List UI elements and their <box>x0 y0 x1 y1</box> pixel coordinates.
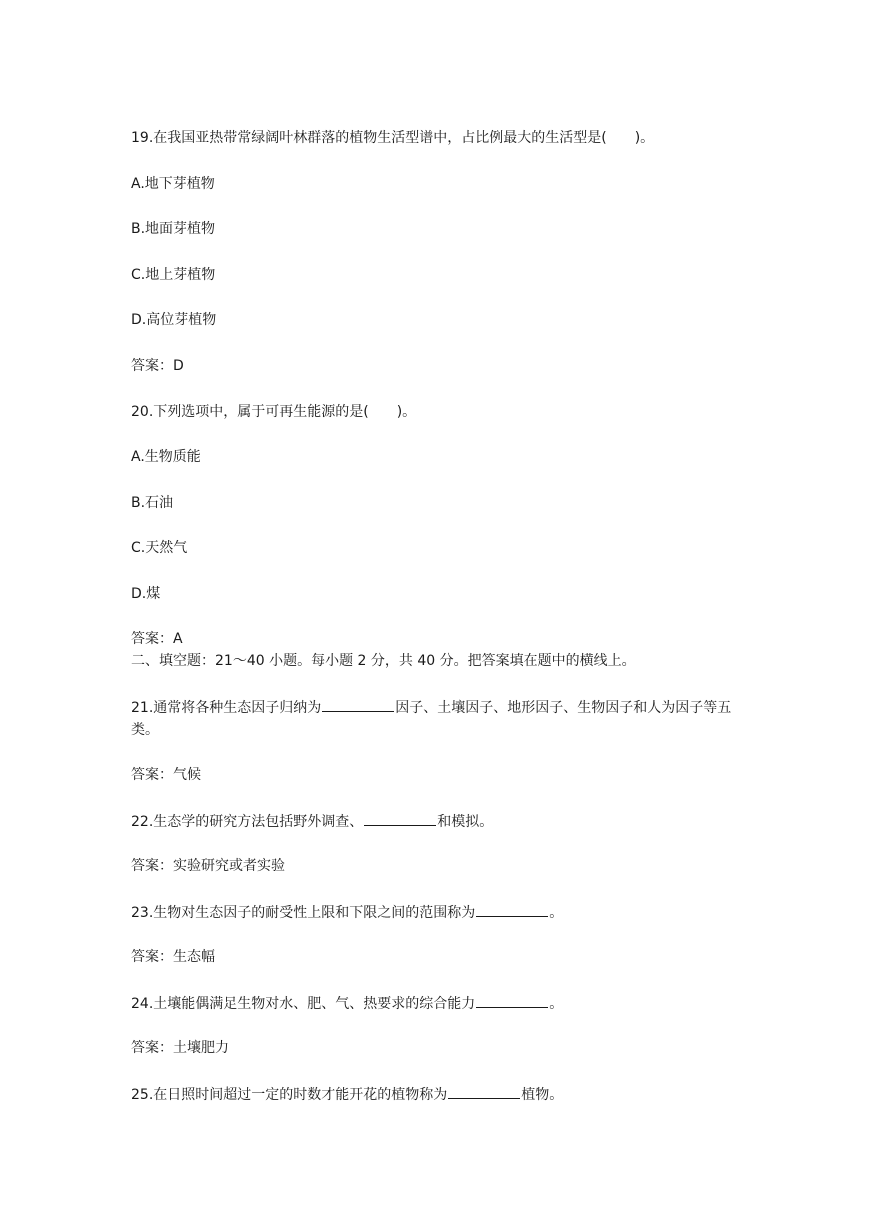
question-24-text-after: 。 <box>549 996 564 1012</box>
question-20-option-a: A.生物质能 <box>131 449 201 465</box>
question-19-answer: 答案：D <box>131 358 184 374</box>
question-25-blank <box>448 1084 520 1099</box>
question-23-text-after: 。 <box>549 905 564 921</box>
question-24-answer: 答案：土壤肥力 <box>131 1040 229 1056</box>
question-21-answer: 答案：气候 <box>131 767 201 783</box>
question-19-stem: 19.在我国亚热带常绿阔叶林群落的植物生活型谱中，占比例最大的生活型是( )。 <box>131 130 655 146</box>
question-22-answer: 答案：实验研究或者实验 <box>131 858 285 874</box>
question-20-option-d: D.煤 <box>131 586 161 602</box>
question-23-answer: 答案：生态幅 <box>131 949 215 965</box>
question-22-text-after: 和模拟。 <box>437 814 494 830</box>
question-25-text-after: 植物。 <box>521 1087 564 1103</box>
question-19-option-c: C.地上芽植物 <box>131 267 216 283</box>
question-21-stem <box>131 697 751 741</box>
question-23-text-before: 23.生物对生态因子的耐受性上限和下限之间的范围称为 <box>131 905 476 921</box>
question-20-option-c: C.天然气 <box>131 540 188 556</box>
question-25-stem <box>131 1084 563 1105</box>
question-21-text-after: 因子、土壤因子、地形因子、生物因子和人为因子等五类。 <box>131 700 732 738</box>
question-24-stem <box>131 993 563 1014</box>
question-22-text-before: 22.生态学的研究方法包括野外调查、 <box>131 814 364 830</box>
question-19-option-b: B.地面芽植物 <box>131 221 216 237</box>
question-21-blank <box>322 697 394 712</box>
question-22-stem <box>131 811 493 832</box>
question-19-option-d: D.高位芽植物 <box>131 312 217 328</box>
question-21-text-before: 21.通常将各种生态因子归纳为 <box>131 700 322 716</box>
question-19-option-a: A.地下芽植物 <box>131 176 215 192</box>
question-23-blank <box>476 902 548 917</box>
question-25-text-before: 25.在日照时间超过一定的时数才能开花的植物称为 <box>131 1087 448 1103</box>
question-22-blank <box>364 811 436 826</box>
question-23-stem <box>131 902 563 923</box>
question-24-blank <box>476 993 548 1008</box>
question-20-answer: 答案：A <box>131 631 183 647</box>
question-20-option-b: B.石油 <box>131 495 174 511</box>
question-20-stem: 20.下列选项中，属于可再生能源的是( )。 <box>131 404 417 420</box>
question-24-text-before: 24.土壤能偶满足生物对水、肥、气、热要求的综合能力 <box>131 996 476 1012</box>
section-2-heading: 二、填空题：21～40 小题。每小题 2 分，共 40 分。把答案填在题中的横线上。 <box>131 653 636 669</box>
